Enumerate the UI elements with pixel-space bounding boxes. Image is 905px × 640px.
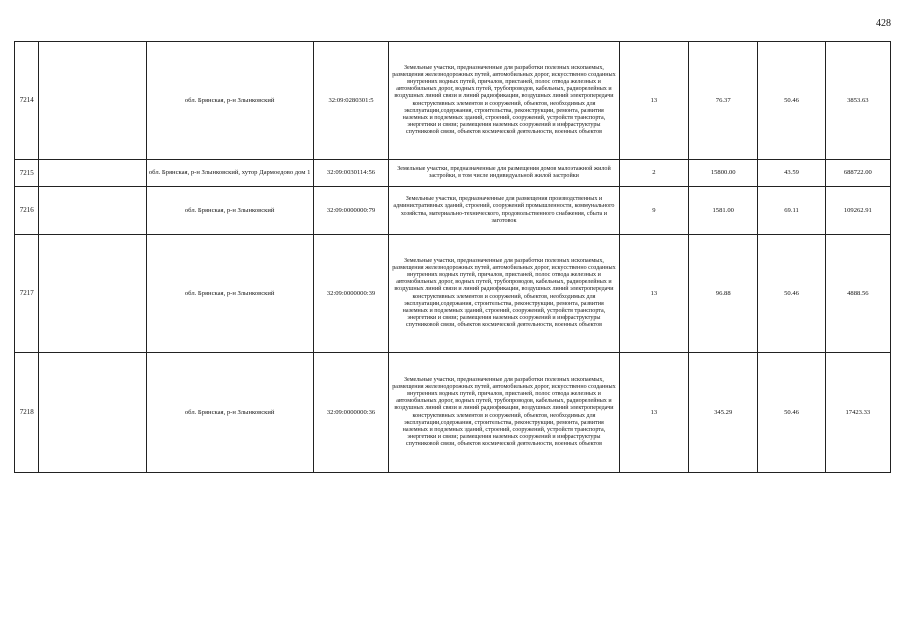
table-row <box>15 353 891 473</box>
table-row <box>15 160 891 187</box>
cadastral-value-cell: 17423.33 <box>825 353 890 473</box>
group-code-cell: 13 <box>619 353 688 473</box>
empty-cell <box>39 353 146 473</box>
empty-cell <box>39 187 146 235</box>
cadastral-value-cell: 3853.63 <box>825 42 890 160</box>
area-cell: 345.29 <box>689 353 758 473</box>
cadastral-number-cell: 32:09:0000000:39 <box>313 235 388 353</box>
area-cell: 76.37 <box>689 42 758 160</box>
area-cell: 15800.00 <box>689 160 758 187</box>
land-use-cell: Земельные участки, предназначенные для размещения домов малоэтажной жилой застройки, в том числе индивидуальной жилой застройки <box>389 160 619 187</box>
row-number: 7215 <box>15 160 39 187</box>
cadastral-number-cell: 32:09:0000000:36 <box>313 353 388 473</box>
page-number: 428 <box>876 18 891 29</box>
land-use-cell: Земельные участки, предназначенные для разработки полезных ископаемых, размещения железнодорожных путей, автомобильных дорог, искусственно созданных внутренних водных путей, причалов, пристаней, полос отвода железных и автомобильных дорог, водных путей, трубопроводов, кабельных, радиорелейных и воздушных линий связи и линий радиофикации, воздушных линий электропередачи конструктивных элементов и сооружений, объектов, необходимых для эксплуатации,содержания, строительства, реконструкции, ремонта, развития наземных и подземных зданий, строений, сооружений, устройств транспорта, энергетики и связи; размещения наземных сооружений и инфраструктуры спутниковой связи, объектов космической деятельности, военных объектов <box>389 353 619 473</box>
land-use-cell: Земельные участки, предназначенные для размещения производственных и административных зданий, строений, сооружений промышленности, коммунального хозяйства, материально-технического, продовольственного снабжения, сбыта и заготовок <box>389 187 619 235</box>
row-number: 7214 <box>15 42 39 160</box>
address-cell: обл. Брянская, р-н Злынковский <box>146 353 313 473</box>
table-row <box>15 187 891 235</box>
cadastral-value-cell: 688722.00 <box>825 160 890 187</box>
cadastral-value-cell: 109262.91 <box>825 187 890 235</box>
address-cell: обл. Брянская, р-н Злынковский, хутор Дармоедово дом 1 <box>146 160 313 187</box>
rate-cell: 43.59 <box>758 160 825 187</box>
row-number: 7216 <box>15 187 39 235</box>
row-number: 7218 <box>15 353 39 473</box>
row-number: 7217 <box>15 235 39 353</box>
rate-cell: 50.46 <box>758 235 825 353</box>
group-code-cell: 13 <box>619 42 688 160</box>
address-cell: обл. Брянская, р-н Злынковский <box>146 235 313 353</box>
empty-cell <box>39 235 146 353</box>
address-cell: обл. Брянская, р-н Злынковский <box>146 187 313 235</box>
address-cell: обл. Брянская, р-н Злынковский <box>146 42 313 160</box>
rate-cell: 50.46 <box>758 42 825 160</box>
empty-cell <box>39 160 146 187</box>
group-code-cell: 13 <box>619 235 688 353</box>
land-use-cell: Земельные участки, предназначенные для разработки полезных ископаемых, размещения железнодорожных путей, автомобильных дорог, искусственно созданных внутренних водных путей, причалов, пристаней, полос отвода железных и автомобильных дорог, водных путей, трубопроводов, кабельных, радиорелейных и воздушных линий связи и линий радиофикации, воздушных линий электропередачи конструктивных элементов и сооружений, объектов, необходимых для эксплуатации,содержания, строительства, реконструкции, ремонта, развития наземных и подземных зданий, строений, сооружений, устройств транспорта, энергетики и связи; размещения наземных сооружений и инфраструктуры спутниковой связи, объектов космической деятельности, военных объектов <box>389 42 619 160</box>
cadastral-number-cell: 32:09:0030114:56 <box>313 160 388 187</box>
cadastral-number-cell: 32:09:0280301:5 <box>313 42 388 160</box>
table-row <box>15 42 891 160</box>
group-code-cell: 2 <box>619 160 688 187</box>
cadastral-value-cell: 4888.56 <box>825 235 890 353</box>
land-use-cell: Земельные участки, предназначенные для разработки полезных ископаемых, размещения железнодорожных путей, автомобильных дорог, искусственно созданных внутренних водных путей, причалов, пристаней, полос отвода железных и автомобильных дорог, водных путей, трубопроводов, кабельных, радиорелейных и воздушных линий связи и линий радиофикации, воздушных линий электропередачи конструктивных элементов и сооружений, объектов, необходимых для эксплуатации,содержания, строительства, реконструкции, ремонта, развития наземных и подземных зданий, строений, сооружений, устройств транспорта, энергетики и связи; размещения наземных сооружений и инфраструктуры спутниковой связи, объектов космической деятельности, военных объектов <box>389 235 619 353</box>
land-registry-table <box>14 41 891 473</box>
group-code-cell: 9 <box>619 187 688 235</box>
empty-cell <box>39 42 146 160</box>
rate-cell: 50.46 <box>758 353 825 473</box>
rate-cell: 69.11 <box>758 187 825 235</box>
area-cell: 1581.00 <box>689 187 758 235</box>
table-row <box>15 235 891 353</box>
cadastral-number-cell: 32:09:0000000:79 <box>313 187 388 235</box>
area-cell: 96.88 <box>689 235 758 353</box>
